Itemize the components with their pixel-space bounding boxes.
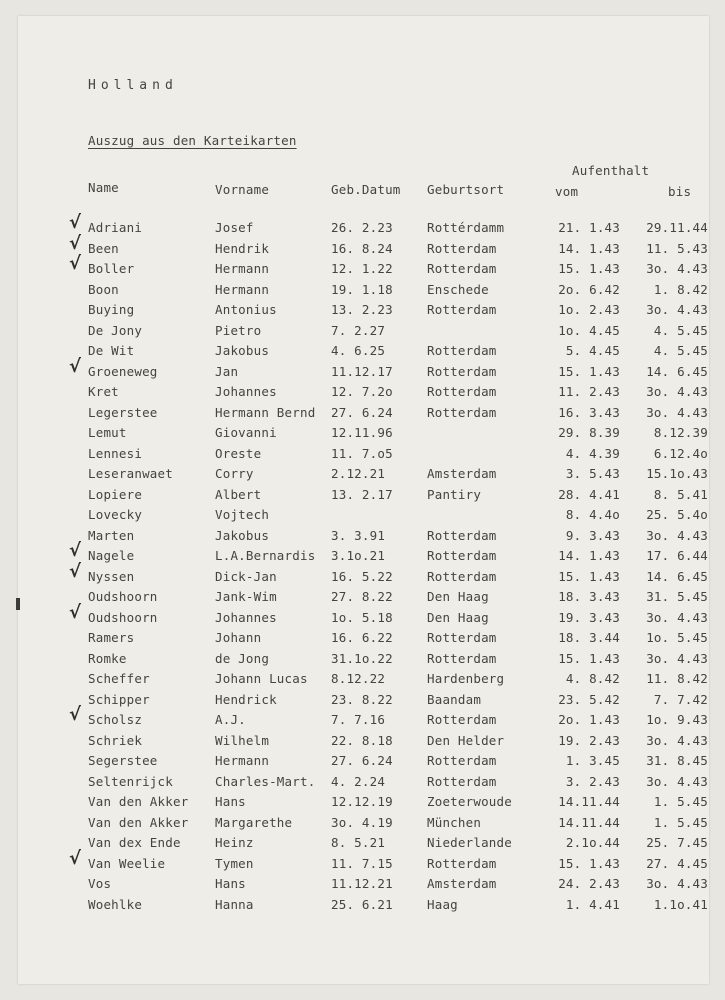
- cell-vorname: Dick-Jan: [215, 568, 277, 584]
- cell-bis: 3o. 4.43: [646, 261, 708, 276]
- cell-geburtsort: Haag: [427, 896, 458, 912]
- check-mark-icon: √: [69, 355, 82, 377]
- cell-bis: 11. 5.43: [646, 240, 708, 256]
- cell-geb-datum: 1o. 5.18: [331, 609, 393, 625]
- cell-vorname: Josef: [215, 220, 254, 235]
- cell-vom: 15. 1.43: [558, 855, 620, 871]
- cell-geb-datum: 8.12.22: [331, 671, 386, 686]
- cell-geb-datum: 2.12.21: [331, 466, 386, 481]
- cell-vorname: Johannes: [215, 609, 277, 625]
- cell-name: Van den Akker: [88, 794, 189, 809]
- cell-geburtsort: Niederlande: [427, 835, 512, 850]
- cell-vom: 21. 1.43: [558, 220, 620, 235]
- cell-bis: 3o. 4.43: [646, 302, 708, 317]
- cell-geb-datum: 4. 6.25: [331, 343, 386, 358]
- cell-vom: 4. 8.42: [565, 671, 620, 686]
- check-mark-icon: √: [69, 601, 82, 623]
- cell-geburtsort: Enschede: [427, 281, 489, 297]
- cell-vom: 15. 1.43: [558, 363, 620, 379]
- table-row: [0, 753, 725, 773]
- cell-geb-datum: 7. 7.16: [331, 712, 386, 727]
- cell-vom: 19. 2.43: [558, 732, 620, 748]
- cell-name: Van dex Ende: [88, 835, 181, 850]
- cell-name: Scheffer: [88, 671, 150, 686]
- cell-vom: 14. 1.43: [558, 548, 620, 563]
- cell-name: Buying: [88, 302, 135, 317]
- cell-geb-datum: 25. 6.21: [331, 896, 393, 912]
- cell-bis: 31. 5.45: [646, 589, 708, 604]
- cell-geburtsort: Rotterdam: [427, 630, 497, 645]
- check-mark-icon: √: [69, 704, 82, 725]
- cell-name: Woehlke: [88, 896, 143, 912]
- cell-vorname: Hendrik: [215, 240, 270, 256]
- cell-geburtsort: Rottérdamm: [427, 220, 505, 235]
- header-vorname: Vorname: [215, 182, 270, 197]
- cell-vom: 16. 3.43: [558, 404, 620, 420]
- cell-bis: 25. 5.4o: [646, 507, 708, 522]
- cell-geb-datum: 12.12.19: [331, 794, 393, 809]
- table-row: [0, 466, 725, 486]
- cell-vorname: Jank-Wim: [215, 589, 277, 604]
- cell-vorname: Giovanni: [215, 425, 277, 440]
- cell-geb-datum: 11. 7.15: [331, 855, 393, 871]
- cell-bis: 4. 5.45: [653, 343, 708, 358]
- table-row: [0, 589, 725, 609]
- cell-name: De Wit: [88, 343, 135, 358]
- cell-vom: 23. 5.42: [558, 691, 620, 707]
- cell-geburtsort: Pantiry: [427, 486, 482, 502]
- header-name: Name: [88, 180, 119, 195]
- cell-name: Lemut: [88, 425, 127, 440]
- table-row: [0, 384, 725, 404]
- check-mark-icon: √: [69, 847, 82, 869]
- document-title: Holland: [88, 78, 178, 93]
- cell-geburtsort: Zoeterwoude: [427, 794, 512, 809]
- cell-vom: 1. 4.41: [565, 896, 620, 912]
- cell-geburtsort: Rotterdam: [427, 404, 497, 420]
- cell-geb-datum: 3.1o.21: [331, 548, 386, 563]
- cell-geb-datum: 27. 6.24: [331, 753, 393, 768]
- header-bis: bis: [668, 184, 692, 199]
- cell-name: Schriek: [88, 732, 143, 748]
- cell-bis: 14. 6.45: [646, 568, 708, 584]
- cell-geb-datum: 16. 8.24: [331, 240, 393, 256]
- cell-name: Van Weelie: [88, 855, 166, 871]
- table-row: [0, 232, 725, 261]
- cell-vom: 9. 3.43: [565, 527, 620, 543]
- cell-geburtsort: Rotterdam: [427, 855, 497, 871]
- cell-bis: 11. 8.42: [646, 671, 708, 686]
- cell-name: De Jony: [88, 322, 143, 338]
- cell-vorname: Jakobus: [215, 527, 270, 543]
- cell-bis: 3o. 4.43: [646, 527, 708, 543]
- table-row: [0, 425, 725, 445]
- table-row: [0, 630, 725, 650]
- cell-geburtsort: Rotterdam: [427, 363, 497, 379]
- cell-name: Boller: [88, 261, 135, 276]
- cell-vorname: Hermann: [215, 753, 270, 768]
- cell-vorname: L.A.Bernardis: [215, 548, 316, 563]
- table-row: [0, 405, 725, 425]
- check-mark-icon: √: [69, 253, 82, 274]
- cell-bis: 3o. 4.43: [646, 650, 708, 666]
- cell-bis: 31. 8.45: [646, 753, 708, 768]
- cell-geb-datum: 12.11.96: [331, 425, 393, 440]
- cell-bis: 1o. 9.43: [646, 712, 708, 727]
- cell-name: Lennesi: [88, 445, 143, 461]
- cell-geb-datum: 16. 6.22: [331, 630, 393, 645]
- table-row: [0, 815, 725, 835]
- cell-geb-datum: 27. 6.24: [331, 404, 393, 420]
- cell-bis: 1. 5.45: [653, 794, 708, 809]
- cell-geburtsort: Rotterdam: [427, 527, 497, 543]
- cell-geburtsort: Den Haag: [427, 589, 489, 604]
- cell-geburtsort: Hardenberg: [427, 671, 505, 686]
- table-row: [0, 774, 725, 794]
- cell-bis: 14. 6.45: [646, 363, 708, 379]
- cell-name: Marten: [88, 527, 135, 543]
- cell-bis: 7. 7.42: [653, 691, 708, 707]
- cell-geb-datum: 23. 8.22: [331, 691, 393, 707]
- cell-vorname: Corry: [215, 466, 254, 481]
- cell-name: Van den Akker: [88, 814, 189, 830]
- cell-vom: 29. 8.39: [558, 425, 620, 440]
- cell-name: Seltenrijck: [88, 773, 173, 789]
- cell-vom: 2o. 6.42: [558, 281, 620, 297]
- table-row: [0, 704, 725, 732]
- cell-name: Ramers: [88, 630, 135, 645]
- cell-geburtsort: Rotterdam: [427, 302, 497, 317]
- cell-geburtsort: Den Haag: [427, 609, 489, 625]
- table-row: [0, 282, 725, 302]
- cell-bis: 6.12.4o: [653, 445, 708, 461]
- cell-geb-datum: 8. 5.21: [331, 835, 386, 850]
- cell-bis: 3o. 4.43: [646, 876, 708, 891]
- cell-geb-datum: 4. 2.24: [331, 773, 386, 789]
- check-mark-icon: √: [69, 540, 82, 561]
- cell-vorname: Antonius: [215, 302, 277, 317]
- cell-vorname: Hendrick: [215, 691, 277, 707]
- cell-geb-datum: 11.12.21: [331, 876, 393, 891]
- cell-geburtsort: Rotterdam: [427, 343, 497, 358]
- cell-name: Adriani: [88, 220, 143, 235]
- cell-geburtsort: Rotterdam: [427, 650, 497, 666]
- cell-vom: 3. 2.43: [565, 773, 620, 789]
- table-row: [0, 302, 725, 322]
- cell-vom: 1. 3.45: [565, 753, 620, 768]
- cell-bis: 25. 7.45: [646, 835, 708, 850]
- cell-bis: 3o. 4.43: [646, 384, 708, 399]
- cell-vom: 28. 4.41: [558, 486, 620, 502]
- cell-geb-datum: 13. 2.17: [331, 486, 393, 502]
- cell-geb-datum: 27. 8.22: [331, 589, 393, 604]
- cell-vorname: Charles-Mart.: [215, 773, 316, 789]
- cell-name: Legerstee: [88, 404, 158, 420]
- cell-vom: 24. 2.43: [558, 876, 620, 891]
- cell-geb-datum: 3. 3.91: [331, 527, 386, 543]
- cell-vom: 14.11.44: [558, 794, 620, 809]
- cell-geb-datum: 31.1o.22: [331, 650, 393, 666]
- cell-name: Oudshoorn: [88, 589, 158, 604]
- cell-vom: 15. 1.43: [558, 568, 620, 584]
- cell-vorname: Johannes: [215, 384, 277, 399]
- cell-geb-datum: 22. 8.18: [331, 732, 393, 748]
- cell-vom: 2o. 1.43: [558, 712, 620, 727]
- table-row: [0, 794, 725, 814]
- cell-name: Romke: [88, 650, 127, 666]
- cell-name: Schipper: [88, 691, 150, 707]
- cell-geburtsort: Rotterdam: [427, 753, 497, 768]
- check-mark-icon: √: [69, 212, 82, 233]
- cell-bis: 27. 4.45: [646, 855, 708, 871]
- cell-bis: 3o. 4.43: [646, 732, 708, 748]
- header-geb-datum: Geb.Datum: [331, 182, 401, 197]
- cell-vom: 1o. 4.45: [558, 322, 620, 338]
- cell-vom: 18. 3.43: [558, 589, 620, 604]
- cell-bis: 1. 5.45: [653, 814, 708, 830]
- cell-name: Nagele: [88, 548, 135, 563]
- table-row: [0, 323, 725, 343]
- cell-bis: 1.1o.41: [653, 896, 708, 912]
- cell-name: Vos: [88, 876, 112, 891]
- cell-vorname: Albert: [215, 486, 262, 502]
- cell-geb-datum: 12. 1.22: [331, 261, 393, 276]
- cell-geburtsort: Rotterdam: [427, 773, 497, 789]
- table-row: [0, 487, 725, 507]
- cell-vorname: Jan: [215, 363, 239, 379]
- header-aufenthalt: Aufenthalt: [572, 163, 650, 178]
- cell-vom: 14. 1.43: [558, 240, 620, 256]
- table-row: [0, 343, 725, 363]
- cell-geburtsort: Amsterdam: [427, 876, 497, 891]
- cell-vorname: Oreste: [215, 445, 262, 461]
- cell-geburtsort: Rotterdam: [427, 712, 497, 727]
- table-row: [0, 540, 725, 568]
- cell-vom: 8. 4.4o: [565, 507, 620, 522]
- cell-vorname: de Jong: [215, 650, 270, 666]
- cell-bis: 17. 6.44: [646, 548, 708, 563]
- cell-vorname: Pietro: [215, 322, 262, 338]
- cell-geb-datum: 11. 7.o5: [331, 445, 393, 461]
- table-row: [0, 560, 725, 589]
- cell-vorname: Wilhelm: [215, 732, 270, 748]
- cell-vorname: Johann: [215, 630, 262, 645]
- table-row: [0, 212, 725, 240]
- cell-name: Oudshoorn: [88, 609, 158, 625]
- cell-vom: 18. 3.44: [558, 630, 620, 645]
- cell-vorname: Heinz: [215, 835, 254, 850]
- cell-bis: 29.11.44: [646, 220, 708, 235]
- table-row: [0, 847, 725, 876]
- cell-name: Groeneweg: [88, 363, 158, 379]
- cell-vom: 15. 1.43: [558, 261, 620, 276]
- cell-name: Nyssen: [88, 568, 135, 584]
- cell-vorname: Hans: [215, 794, 246, 809]
- cell-vorname: Vojtech: [215, 507, 270, 522]
- cell-vorname: Hermann Bernd: [215, 404, 316, 420]
- cell-vom: 14.11.44: [558, 814, 620, 830]
- cell-bis: 3o. 4.43: [646, 609, 708, 625]
- cell-vorname: A.J.: [215, 712, 246, 727]
- table-row: [0, 253, 725, 281]
- cell-geburtsort: Baandam: [427, 691, 482, 707]
- cell-vorname: Hanna: [215, 896, 254, 912]
- cell-geburtsort: Rotterdam: [427, 240, 497, 256]
- cell-geburtsort: Rotterdam: [427, 384, 497, 399]
- cell-bis: 1. 8.42: [653, 281, 708, 297]
- cell-geburtsort: Rotterdam: [427, 548, 497, 563]
- header-vom: vom: [555, 184, 579, 199]
- cell-vom: 15. 1.43: [558, 650, 620, 666]
- cell-geburtsort: München: [427, 814, 482, 830]
- table-row: [0, 507, 725, 527]
- table-row: [0, 876, 725, 896]
- table-row: [0, 601, 725, 630]
- cell-vorname: Hermann: [215, 281, 270, 297]
- cell-vom: 5. 4.45: [565, 343, 620, 358]
- cell-geb-datum: 3o. 4.19: [331, 814, 393, 830]
- table-row: [0, 651, 725, 671]
- cell-name: Boon: [88, 281, 119, 297]
- cell-geburtsort: Den Helder: [427, 732, 505, 748]
- cell-geburtsort: Amsterdam: [427, 466, 497, 481]
- table-row: [0, 835, 725, 855]
- table-row: [0, 446, 725, 466]
- cell-geb-datum: 11.12.17: [331, 363, 393, 379]
- cell-bis: 4. 5.45: [653, 322, 708, 338]
- cell-bis: 8. 5.41: [653, 486, 708, 502]
- cell-name: Scholsz: [88, 712, 143, 727]
- table-row: [0, 897, 725, 917]
- cell-name: Lovecky: [88, 507, 143, 522]
- cell-bis: 15.1o.43: [646, 466, 708, 481]
- cell-vorname: Tymen: [215, 855, 254, 871]
- table-row: [0, 733, 725, 753]
- cell-bis: 3o. 4.43: [646, 773, 708, 789]
- header-geburtsort: Geburtsort: [427, 182, 505, 197]
- cell-vorname: Jakobus: [215, 343, 270, 358]
- cell-bis: 1o. 5.45: [646, 630, 708, 645]
- cell-geb-datum: 26. 2.23: [331, 220, 393, 235]
- cell-bis: 8.12.39: [653, 425, 708, 440]
- cell-name: Lopiere: [88, 486, 143, 502]
- cell-vorname: Hans: [215, 876, 246, 891]
- cell-name: Leseranwaet: [88, 466, 173, 481]
- cell-vom: 2.1o.44: [565, 835, 620, 850]
- cell-vorname: Margarethe: [215, 814, 293, 830]
- cell-vom: 3. 5.43: [565, 466, 620, 481]
- cell-vom: 11. 2.43: [558, 384, 620, 399]
- check-mark-icon: √: [69, 232, 82, 254]
- table-row: [0, 671, 725, 691]
- cell-vom: 19. 3.43: [558, 609, 620, 625]
- cell-geb-datum: 12. 7.2o: [331, 384, 393, 399]
- table-row: [0, 692, 725, 712]
- cell-name: Segerstee: [88, 753, 158, 768]
- cell-geburtsort: Rotterdam: [427, 568, 497, 584]
- cell-geb-datum: 16. 5.22: [331, 568, 393, 584]
- cell-geb-datum: 13. 2.23: [331, 302, 393, 317]
- table-row: [0, 528, 725, 548]
- cell-vom: 4. 4.39: [565, 445, 620, 461]
- cell-vorname: Johann Lucas: [215, 671, 308, 686]
- document-subtitle: Auszug aus den Karteikarten: [88, 133, 297, 148]
- cell-name: Kret: [88, 384, 119, 399]
- cell-name: Been: [88, 240, 119, 256]
- check-mark-icon: √: [69, 560, 82, 582]
- cell-geb-datum: 7. 2.27: [331, 322, 386, 338]
- cell-vom: 1o. 2.43: [558, 302, 620, 317]
- cell-geb-datum: 19. 1.18: [331, 281, 393, 297]
- table-row: [0, 355, 725, 384]
- cell-geburtsort: Rotterdam: [427, 261, 497, 276]
- cell-vorname: Hermann: [215, 261, 270, 276]
- cell-bis: 3o. 4.43: [646, 404, 708, 420]
